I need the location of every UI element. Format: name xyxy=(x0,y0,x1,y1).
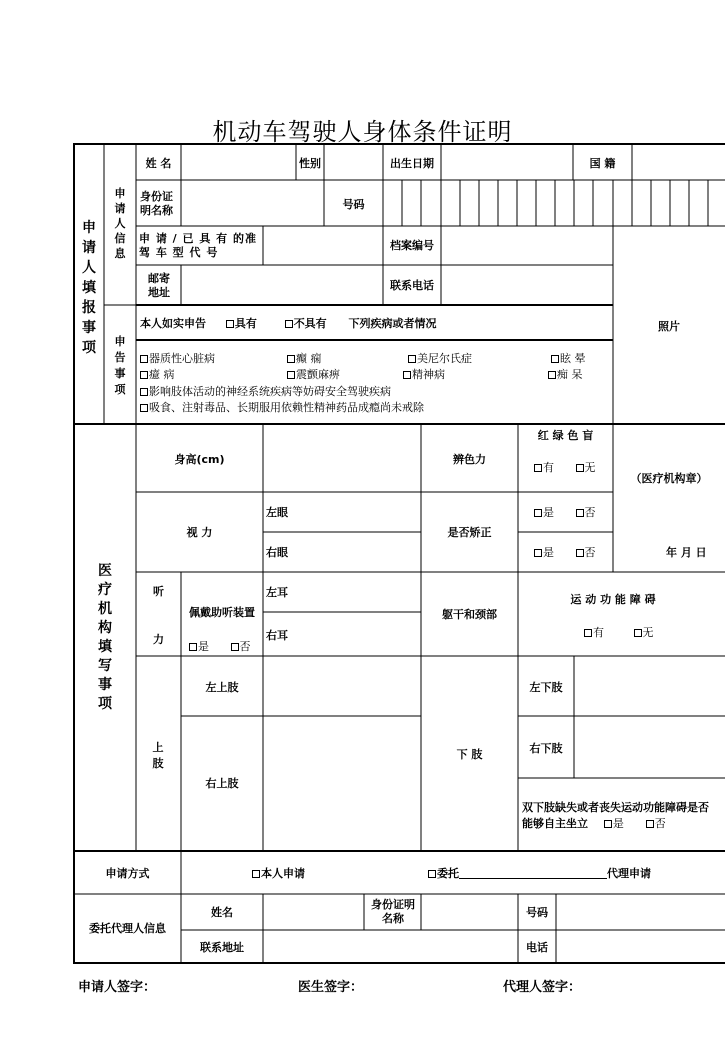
checkbox[interactable] xyxy=(551,355,559,363)
has-checkbox[interactable] xyxy=(534,464,542,472)
following-text: 下列疾病或者情况 xyxy=(348,317,437,330)
hearing-label-1: 听 xyxy=(153,585,164,598)
not-has-label: 不具有 xyxy=(293,317,327,330)
checkbox[interactable] xyxy=(140,355,148,363)
has-label: 具有 xyxy=(234,317,257,330)
declaration-intro xyxy=(140,317,437,330)
agent-name-label: 姓名 xyxy=(211,906,233,919)
trunk-neck-label: 躯干和颈部 xyxy=(442,608,497,621)
no-checkbox[interactable] xyxy=(576,509,584,517)
left-ear-label: 左耳 xyxy=(266,586,288,599)
motor-disorder-label: 运 动 功 能 障 碍 xyxy=(570,593,656,606)
both-legs-question: 双下肢缺失或者丧失运动功能障碍是否 xyxy=(522,801,709,814)
disease-item: 美尼尔氏症 xyxy=(408,352,472,365)
both-legs-question-2: 能够自主坐立 是 否 xyxy=(522,817,666,830)
left-lower-label: 左下肢 xyxy=(529,681,563,694)
color-vision-label: 辨色力 xyxy=(453,453,486,466)
left-eye-label: 左眼 xyxy=(266,506,288,519)
vision-label: 视 力 xyxy=(186,526,213,539)
applicant-section-label: 申请人填报事项 xyxy=(82,220,96,356)
agent-signature[interactable]: 代理人签字： xyxy=(503,980,582,995)
upper-limb-label: 上肢 xyxy=(152,741,164,770)
disease-item: 震颤麻痹 xyxy=(287,368,340,381)
gender-label: 性别 xyxy=(299,157,321,170)
institution-seal-label: （医疗机构章） xyxy=(630,472,708,485)
number-label: 号码 xyxy=(342,198,365,211)
height-label: 身高(cm) xyxy=(174,453,225,466)
hearing-label-2: 力 xyxy=(153,633,164,646)
checkbox[interactable] xyxy=(287,355,295,363)
right-ear-label: 右耳 xyxy=(266,629,288,642)
disease-item: 吸食、注射毒品、长期服用依赖性精神药品成瘾尚未戒除 xyxy=(140,401,424,414)
checkbox[interactable] xyxy=(403,371,411,379)
hearing-aid-label: 佩戴助听装置 xyxy=(189,606,255,619)
checkbox[interactable] xyxy=(140,404,148,412)
agent-id-doc-label: 身份证明名称 xyxy=(371,898,415,925)
checkbox[interactable] xyxy=(408,355,416,363)
left-upper-label: 左上肢 xyxy=(205,681,239,694)
entrust-option: 委托 代理申请 xyxy=(428,867,651,880)
right-upper-label: 右上肢 xyxy=(205,777,239,790)
has-checkbox[interactable] xyxy=(584,629,592,637)
applicant-signature[interactable]: 申请人签字： xyxy=(78,980,157,995)
disease-item: 痴 呆 xyxy=(548,368,583,381)
disease-item: 癔 病 xyxy=(140,368,175,381)
page-title: 机动车驾驶人身体条件证明 xyxy=(212,118,513,146)
entrust-checkbox[interactable] xyxy=(428,870,436,878)
has-checkbox[interactable] xyxy=(226,320,234,328)
no-checkbox[interactable] xyxy=(231,643,239,651)
id-doc-name-label: 身份证明名称 xyxy=(140,190,173,217)
name-label: 姓 名 xyxy=(145,157,172,170)
corrected-label: 是否矫正 xyxy=(447,526,492,539)
photo-label: 照片 xyxy=(658,320,680,333)
agent-info-label: 委托代理人信息 xyxy=(89,922,166,935)
disease-item: 癫 痫 xyxy=(287,352,322,365)
yes-checkbox[interactable] xyxy=(189,643,197,651)
right-lower-label: 右下肢 xyxy=(529,742,563,755)
checkbox[interactable] xyxy=(548,371,556,379)
self-apply-checkbox[interactable] xyxy=(252,870,260,878)
application-method-label: 申请方式 xyxy=(105,867,150,880)
nationality-label: 国 籍 xyxy=(589,157,616,170)
disease-item: 精神病 xyxy=(403,368,445,381)
checkbox[interactable] xyxy=(140,371,148,379)
checkbox[interactable] xyxy=(140,388,148,396)
birth-date-label: 出生日期 xyxy=(390,157,434,170)
declaration-label: 申告事项 xyxy=(114,335,126,396)
file-no-label: 档案编号 xyxy=(390,239,434,252)
applicant-info-label: 申请人信息 xyxy=(114,187,126,260)
address-label: 邮寄地址 xyxy=(148,272,170,299)
red-green-blind-label: 红 绿 色 盲 xyxy=(537,429,594,442)
date-label: 年 月 日 xyxy=(666,546,707,559)
agent-number-label: 号码 xyxy=(526,906,548,919)
medical-section-label: 医疗机构填写事项 xyxy=(98,563,112,712)
lower-limb-label: 下 肢 xyxy=(456,748,483,761)
no-checkbox[interactable] xyxy=(646,820,654,828)
entrust-blank[interactable] xyxy=(459,868,607,879)
color-blind-options: 有 无 xyxy=(534,461,596,474)
declaration-intro-text: 本人如实申告 xyxy=(140,317,206,330)
yes-checkbox[interactable] xyxy=(534,509,542,517)
right-eye-label: 右眼 xyxy=(266,546,288,559)
not-has-checkbox[interactable] xyxy=(285,320,293,328)
agent-address-label: 联系地址 xyxy=(200,941,244,954)
license-code-label: 申 请 / 已 具 有 的准 驾 车 型 代 号 xyxy=(139,232,257,259)
disease-item: 器质性心脏病 xyxy=(140,352,215,365)
disease-item: 影响肢体活动的神经系统疾病等妨碍安全驾驶疾病 xyxy=(140,385,391,398)
agent-phone-label: 电话 xyxy=(526,941,548,954)
yes-checkbox[interactable] xyxy=(604,820,612,828)
no-checkbox[interactable] xyxy=(634,629,642,637)
phone-label: 联系电话 xyxy=(390,279,434,292)
no-checkbox[interactable] xyxy=(576,464,584,472)
doctor-signature[interactable]: 医生签字： xyxy=(298,980,364,995)
yes-checkbox[interactable] xyxy=(534,549,542,557)
checkbox[interactable] xyxy=(287,371,295,379)
hearing-aid-options: 是 否 xyxy=(189,640,251,653)
left-eye-corrected-options: 是 否 xyxy=(534,506,596,519)
self-apply-option: 本人申请 xyxy=(252,867,305,880)
motor-disorder-options: 有 无 xyxy=(584,626,654,639)
no-checkbox[interactable] xyxy=(576,549,584,557)
right-eye-corrected-options: 是 否 xyxy=(534,546,596,559)
disease-item: 眩 晕 xyxy=(551,352,586,365)
